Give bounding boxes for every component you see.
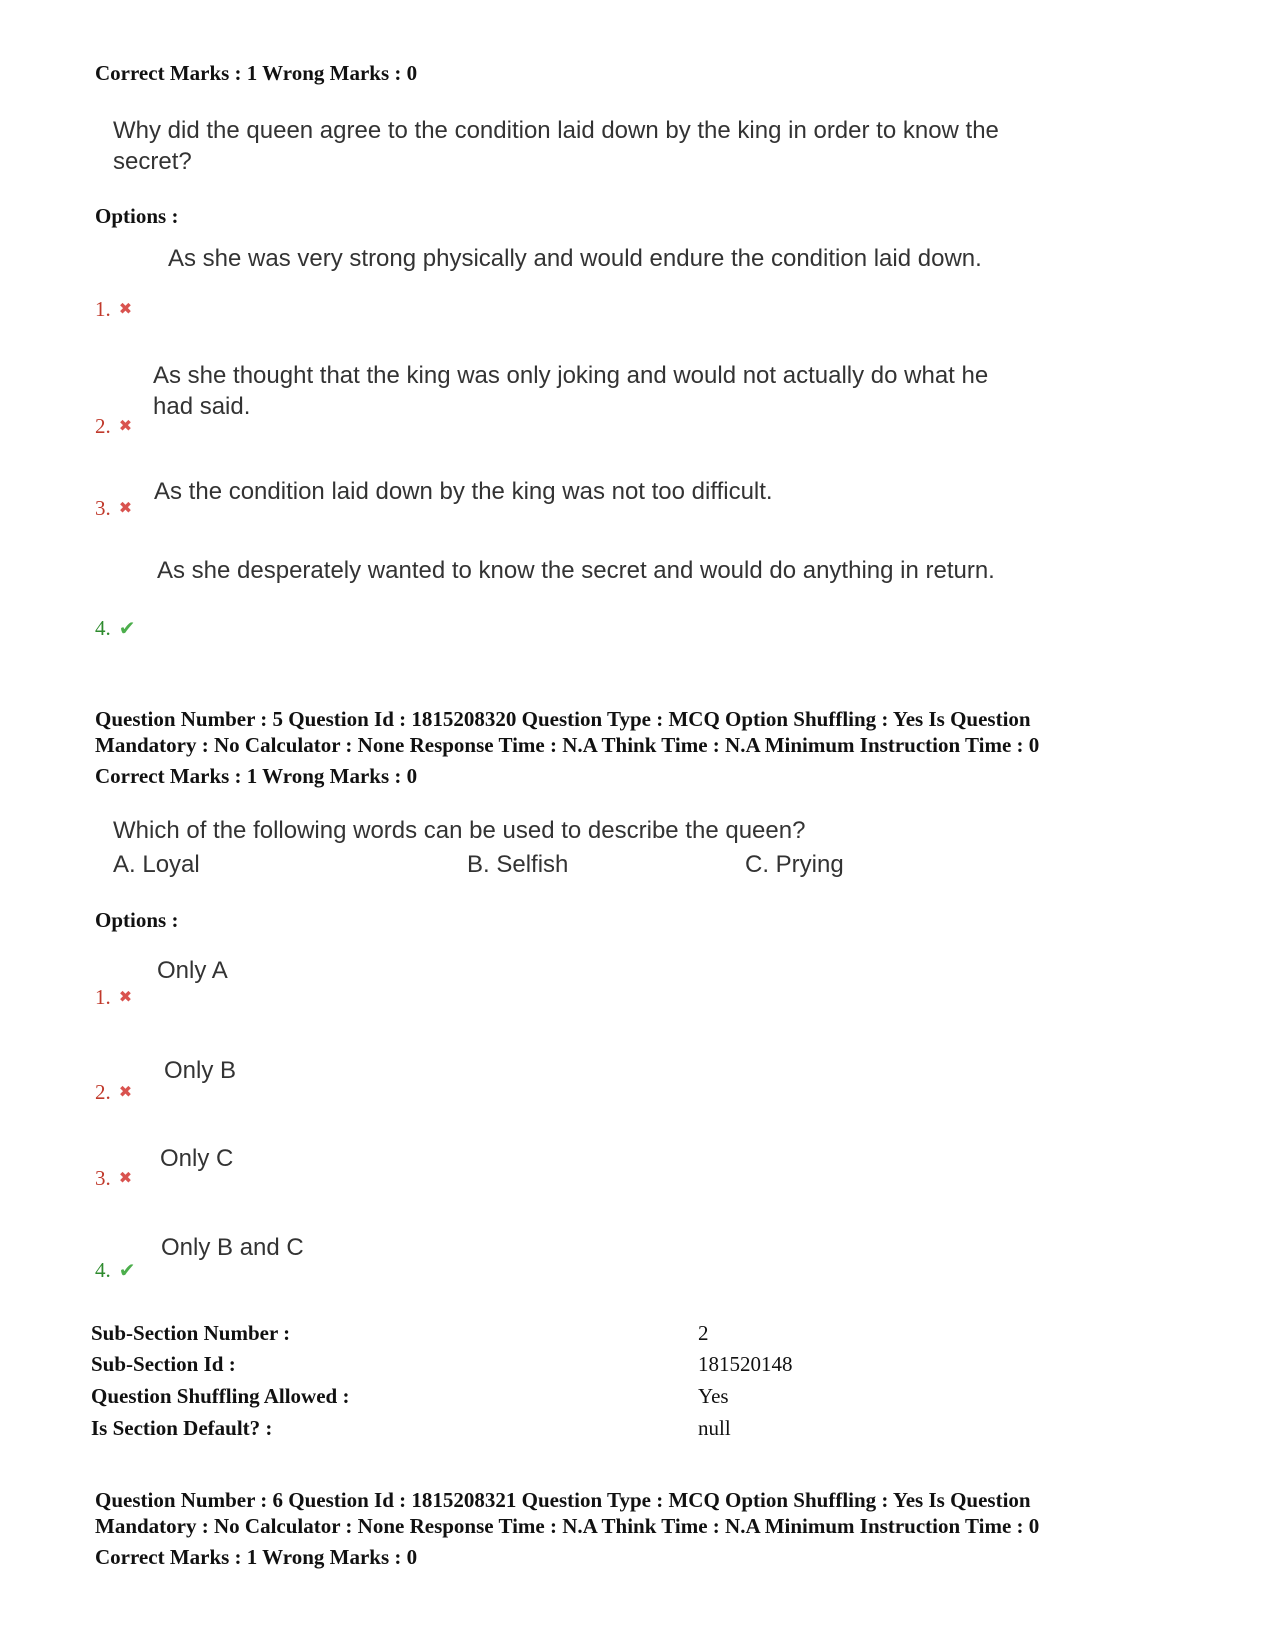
q5-header-line1: Question Number : 5 Question Id : 1815208320 Question Type : MCQ Option Shuffling : Yes Is Question: [95, 707, 1031, 731]
q4-option-3-number: [95, 496, 132, 520]
subsection-id-label: Sub-Section Id :: [91, 1352, 236, 1376]
q4-marks: Correct Marks : 1 Wrong Marks : 0: [95, 61, 418, 85]
subsection-id-value: 181520148: [698, 1352, 793, 1376]
option-number: 3.: [95, 1166, 111, 1190]
section-default-value: null: [698, 1416, 731, 1440]
q5-option-2-number: [95, 1080, 132, 1104]
q4-question-text: Why did the queen agree to the condition laid down by the king in order to know the secret?: [113, 117, 999, 175]
q6-marks: Correct Marks : 1 Wrong Marks : 0: [95, 1545, 418, 1569]
subsection-number-value: 2: [698, 1321, 709, 1345]
q6-header-line1: Question Number : 6 Question Id : 1815208321 Question Type : MCQ Option Shuffling : Yes Is Question: [95, 1488, 1031, 1512]
q4-options-label: Options :: [95, 204, 179, 228]
q5-option-4-text: Only B and C: [161, 1234, 304, 1261]
option-number: 1.: [95, 297, 111, 321]
option-number: 2.: [95, 414, 111, 438]
subsection-number-label: Sub-Section Number :: [91, 1321, 291, 1345]
cross-icon: ✖: [118, 498, 133, 517]
option-number: 1.: [95, 985, 111, 1009]
q5-marks: Correct Marks : 1 Wrong Marks : 0: [95, 764, 418, 788]
q5-option-4-number: [95, 1258, 136, 1282]
q5-choice-c: C. Prying: [745, 851, 844, 878]
check-icon: ✔: [118, 616, 136, 640]
q5-question-text: Which of the following words can be used to describe the queen?: [113, 817, 806, 844]
q4-option-4-text: As she desperately wanted to know the secret and would do anything in return.: [157, 557, 995, 584]
q5-option-2-text: Only B: [164, 1057, 237, 1084]
q5-choice-a: A. Loyal: [113, 851, 200, 878]
q5-option-1-text: Only A: [157, 957, 228, 984]
q6-header-line2: Mandatory : No Calculator : None Response Time : N.A Think Time : N.A Minimum Instruction Time : 0: [95, 1514, 1040, 1538]
q4-option-1-text: As she was very strong physically and would endure the condition laid down.: [168, 245, 982, 272]
q4-option-2-text: As she thought that the king was only joking and would not actually do what he had said.: [153, 362, 989, 420]
q5-option-1-number: [95, 985, 132, 1009]
option-number: 4.: [95, 1258, 111, 1282]
q5-choice-b: B. Selfish: [467, 851, 569, 878]
question-shuffling-value: Yes: [698, 1384, 729, 1408]
q4-option-4-number: [95, 616, 136, 640]
check-icon: ✔: [118, 1258, 136, 1282]
option-number: 4.: [95, 616, 111, 640]
cross-icon: ✖: [118, 416, 133, 435]
q4-option-3-text: As the condition laid down by the king was not too difficult.: [154, 478, 773, 505]
q5-header-line2: Mandatory : No Calculator : None Response Time : N.A Think Time : N.A Minimum Instruction Time : 0: [95, 733, 1040, 757]
cross-icon: ✖: [118, 987, 133, 1006]
option-number: 2.: [95, 1080, 111, 1104]
q4-option-1-number: [95, 297, 132, 321]
q4-option-2-number: [95, 414, 132, 438]
section-default-label: Is Section Default? :: [91, 1416, 273, 1440]
cross-icon: ✖: [118, 1082, 133, 1101]
question-shuffling-label: Question Shuffling Allowed :: [91, 1384, 350, 1408]
cross-icon: ✖: [118, 299, 133, 318]
option-number: 3.: [95, 496, 111, 520]
q5-options-label: Options :: [95, 908, 179, 932]
q5-option-3-text: Only C: [160, 1145, 234, 1172]
q5-option-3-number: [95, 1166, 132, 1190]
cross-icon: ✖: [118, 1168, 133, 1187]
